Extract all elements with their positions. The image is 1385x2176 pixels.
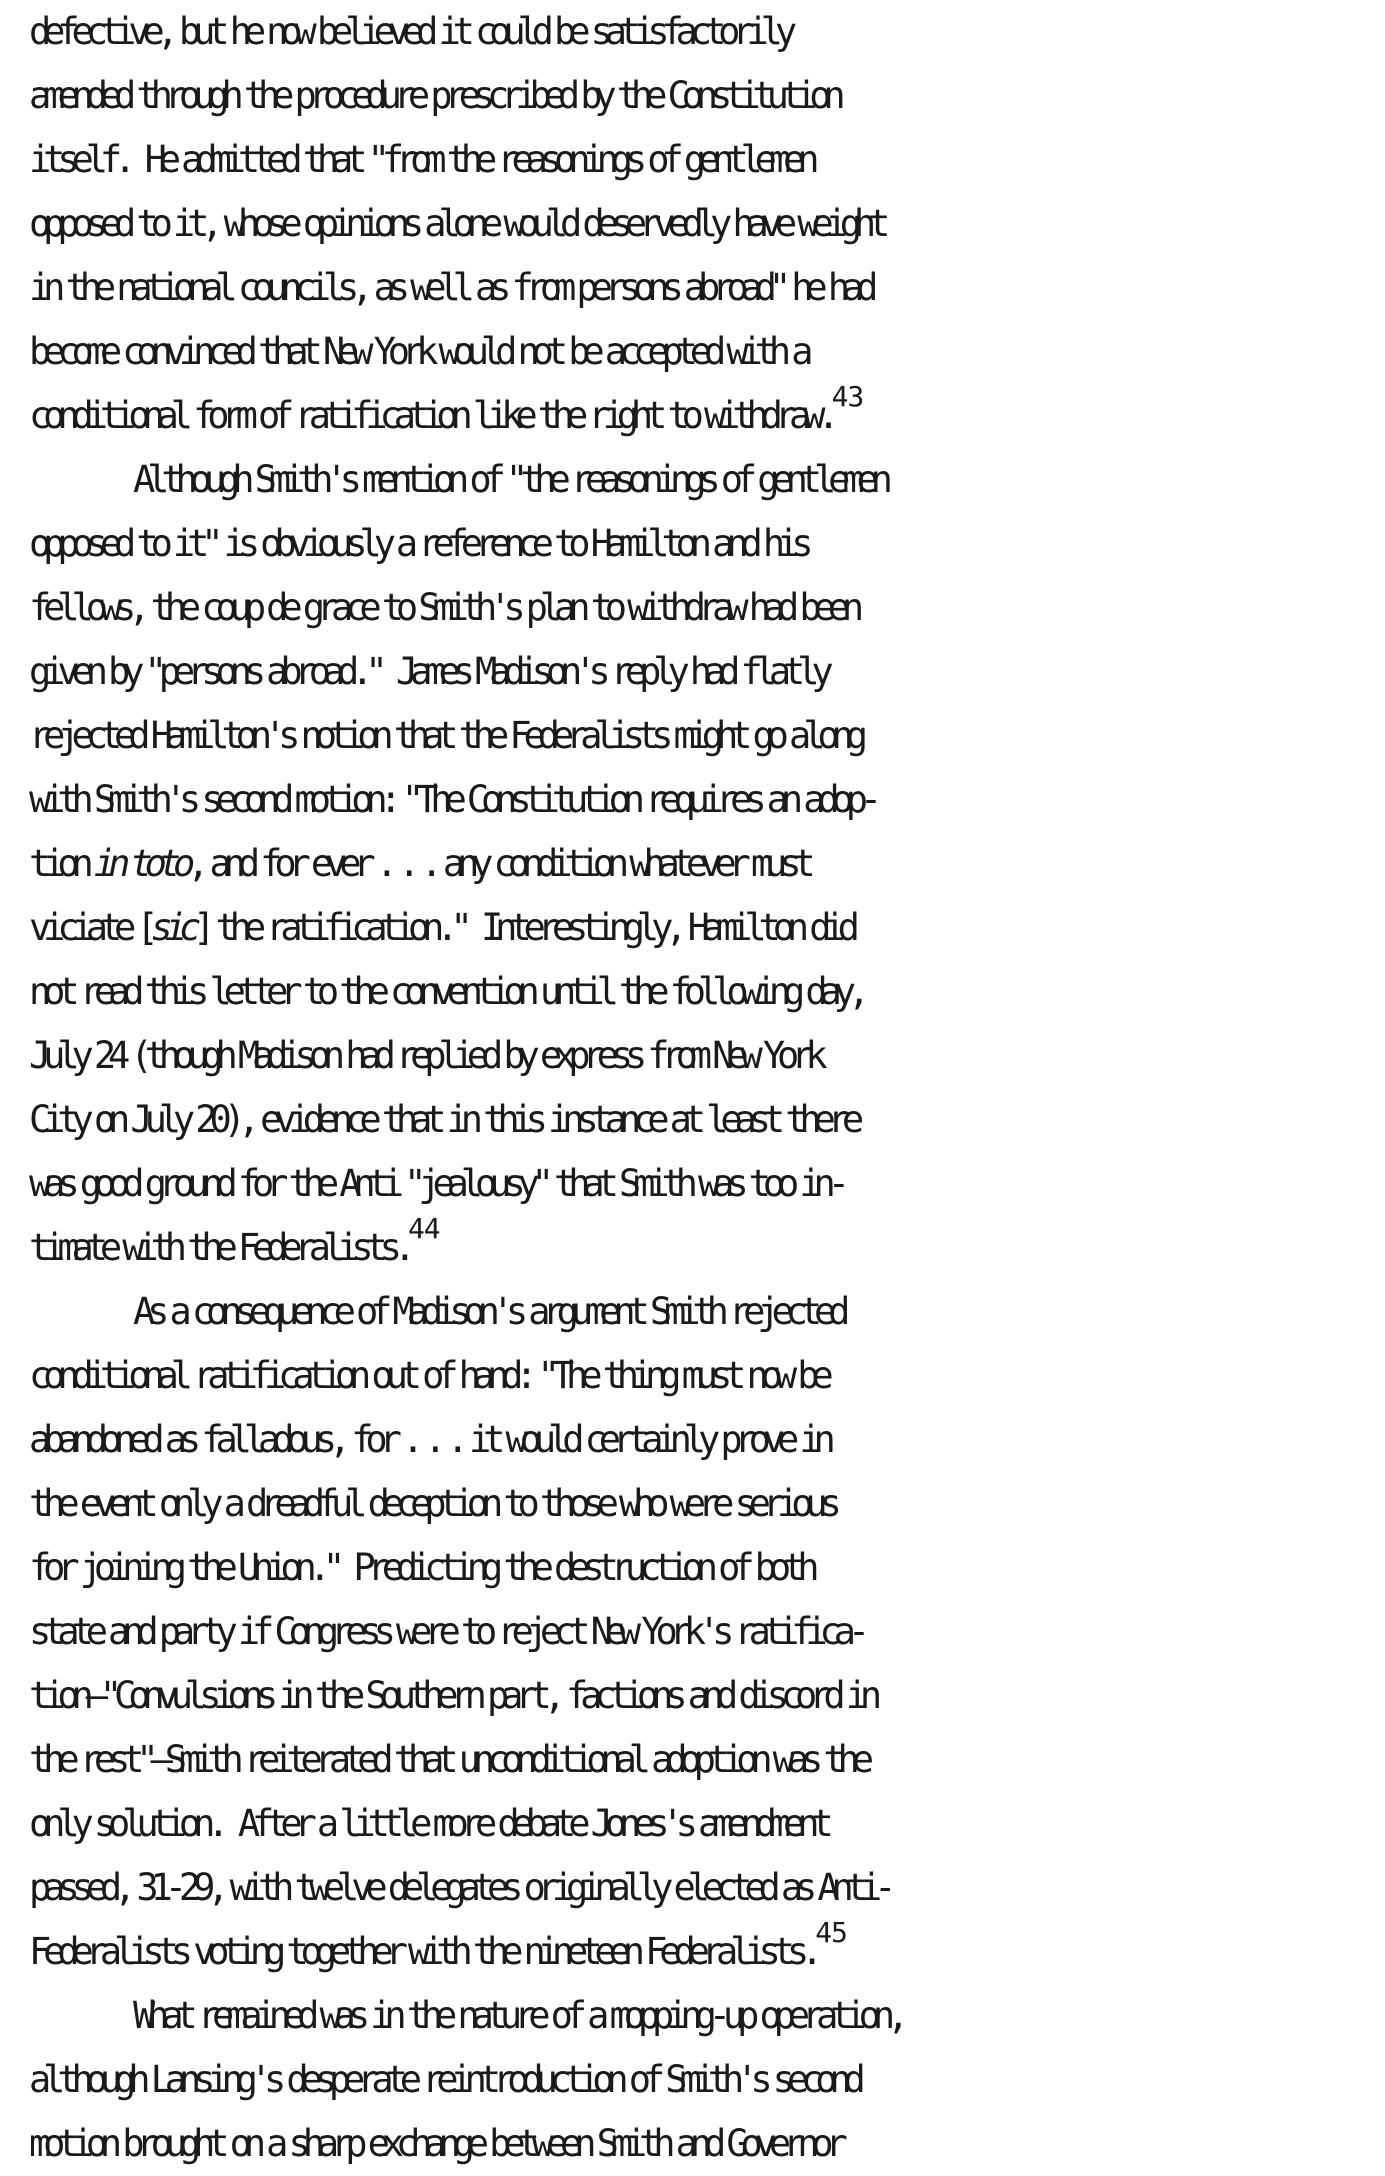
line-text: for joining the Union." Predicting the destruction of both <box>29 1546 812 1589</box>
line-text: although Lansing's desperate reintroduction of Smith's second <box>29 2058 858 2101</box>
text-line <box>29 1212 1379 1280</box>
line-text: passed, 31-29, with twelve delegates originally elected as Anti- <box>29 1866 889 1909</box>
line-text: July 24 (though Madison had replied by express from New York <box>29 1034 820 1077</box>
text-line <box>29 1152 1379 1216</box>
text-line <box>29 1472 1379 1536</box>
line-text: tion—"Convulsions in the Southern part, factions and discord in <box>29 1674 875 1717</box>
line-text: viciate [ <box>29 906 151 949</box>
text-line <box>29 1344 1379 1408</box>
italic-text: sic <box>150 906 194 949</box>
line-text: was good ground for the Anti "jealousy" that Smith was too in- <box>29 1162 842 1205</box>
line-text: City on July 20), evidence that in this instance at least there <box>29 1098 857 1141</box>
line-text: itself. He admitted that "from the reasonings of gentlemen <box>29 138 812 181</box>
line-text: only solution. After a little more debate Jones's amendment <box>29 1802 826 1845</box>
text-line <box>29 1536 1379 1600</box>
text-line <box>29 768 1379 832</box>
line-text: state and party if Congress were to reject New York's ratifica- <box>29 1610 863 1653</box>
line-text: amended through the procedure prescribed by the Constitution <box>29 74 838 117</box>
line-text: Although Smith's mention of "the reasonings of gentlemen <box>133 458 885 501</box>
text-line <box>29 640 1379 704</box>
line-text: with Smith's second motion: "The Constitution requires an adop- <box>29 778 875 821</box>
text-line <box>29 2048 1379 2112</box>
text-line <box>29 1916 1379 1984</box>
text-line <box>29 1408 1379 1472</box>
text-line <box>29 512 1379 576</box>
line-text: the event only a dreadful deception to those who were serious <box>29 1482 834 1525</box>
text-line <box>29 576 1379 640</box>
text-line <box>29 960 1379 1024</box>
footnote-marker: 45 <box>815 1916 847 1949</box>
line-text: conditional form of ratification like the right to withdraw. <box>29 394 832 437</box>
text-line <box>29 1600 1379 1664</box>
line-text: tion <box>29 842 94 885</box>
line-text: , and for ever . . . any condition whatever must <box>187 842 808 885</box>
text-line <box>29 128 1379 192</box>
line-text: fellows, the coup de grace to Smith's plan to withdraw had been <box>29 586 857 629</box>
line-text: not read this letter to the convention until the following day, <box>29 970 863 1013</box>
text-line <box>29 1024 1379 1088</box>
text-line <box>29 1280 1379 1344</box>
line-text: rejected Hamilton's notion that the Federalists might go along <box>29 714 860 757</box>
text-line <box>29 448 1379 512</box>
text-line <box>29 2112 1379 2176</box>
text-line <box>29 192 1379 256</box>
line-text: ] the ratification." Interestingly, Hamilton did <box>193 906 852 949</box>
text-line <box>29 1728 1379 1792</box>
text-line <box>29 256 1379 320</box>
line-text: the rest"—Smith reiterated that unconditional adoption was the <box>29 1738 866 1781</box>
line-text: motion brought on a sharp exchange between Smith and Governor <box>29 2122 840 2165</box>
line-text: in the national councils, as well as from persons abroad" he had <box>29 266 871 309</box>
line-text: timate with the Federalists. <box>29 1226 408 1269</box>
line-text: Federalists voting together with the nineteen Federalists. <box>29 1930 816 1973</box>
text-line <box>29 1984 1379 2048</box>
text-line <box>29 896 1379 960</box>
text-line <box>29 1856 1379 1920</box>
line-text: become convinced that New York would not be accepted with a <box>29 330 806 373</box>
text-line <box>29 704 1379 768</box>
text-line <box>29 320 1379 384</box>
line-text: conditional ratification out of hand: "The thing must now be <box>29 1354 826 1397</box>
line-text: abandoned as falladous, for . . . it would certainly prove in <box>29 1418 828 1461</box>
text-line <box>29 0 1379 64</box>
line-text: As a consequence of Madison's argument Smith rejected <box>133 1290 843 1333</box>
text-line <box>29 64 1379 128</box>
line-text: defective, but he now believed it could be satisfactorily <box>29 10 790 53</box>
text-line <box>29 1664 1379 1728</box>
text-line <box>29 380 1379 448</box>
line-text: opposed to it" is obviously a reference to Hamilton and his <box>29 522 806 565</box>
text-line <box>29 1792 1379 1856</box>
document-page <box>29 0 1379 2176</box>
text-line <box>29 1088 1379 1152</box>
footnote-marker: 43 <box>831 380 864 413</box>
line-text: What remained was in the nature of a mopping-up operation, <box>133 1994 902 2037</box>
line-text: given by "persons abroad." James Madison's reply had flatly <box>29 650 826 693</box>
text-line <box>29 832 1379 896</box>
italic-text: in toto <box>93 842 188 885</box>
footnote-marker: 44 <box>407 1212 440 1245</box>
line-text: opposed to it, whose opinions alone would deservedly have weight <box>29 202 883 245</box>
